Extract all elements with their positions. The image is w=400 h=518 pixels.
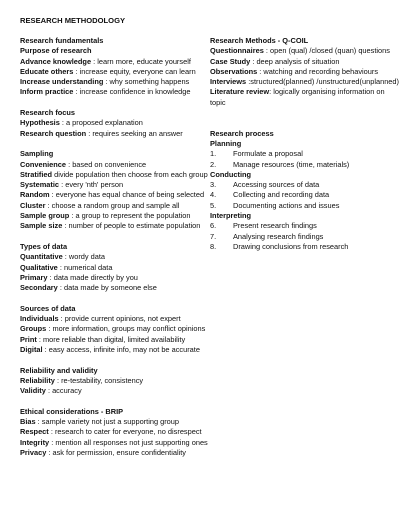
step-text: Formulate a proposal [233, 149, 303, 159]
item-sep: : [45, 386, 53, 396]
item-sep: : [86, 128, 93, 138]
document-title: RESEARCH METHODOLOGY [20, 16, 126, 25]
item-sep: : [46, 324, 53, 334]
process-step [210, 160, 393, 170]
list-item [20, 448, 210, 458]
item-text: easy access, infinite info, may not be accurate [48, 344, 200, 354]
step-number: 7. [210, 231, 217, 241]
list-item [20, 273, 210, 283]
item-text: accuracy [52, 386, 82, 396]
list-item [20, 263, 210, 273]
list-item [20, 211, 210, 221]
item-sep: : [54, 375, 62, 385]
phase-heading-conducting: Conducting [210, 169, 252, 179]
item-text: watching and recording behaviours [263, 66, 379, 76]
item-sep: : [66, 159, 73, 169]
list-item [20, 201, 210, 211]
list-item [20, 376, 210, 386]
list-item [20, 438, 210, 448]
item-text: mention all responses not just supporting ones [55, 437, 208, 447]
list-item [210, 67, 393, 77]
item-sep: : [36, 334, 44, 344]
item-term: Observations [210, 66, 258, 76]
step-number: 5. [210, 200, 217, 210]
item-sep: : [58, 314, 65, 324]
item-term: Interviews [210, 77, 247, 87]
item-term: Primary [20, 272, 48, 282]
item-sep: : [47, 272, 54, 282]
item-sep: : [59, 180, 66, 190]
item-text: every 'nth' person [65, 180, 124, 190]
item-text: why something happens [109, 77, 190, 87]
section-heading: Research fundamentals [20, 36, 104, 45]
item-term: Integrity [20, 437, 50, 447]
item-term: Qualitative [20, 262, 58, 272]
section-research-process [210, 129, 393, 253]
item-term: Research question [20, 128, 87, 138]
section-research-fundamentals [20, 36, 210, 98]
item-term: Bias [20, 416, 36, 426]
section-research-focus [20, 108, 210, 139]
item-text: logically organising information on topic [210, 87, 385, 107]
item-sep: : [62, 252, 69, 262]
list-item [20, 46, 210, 56]
step-number: 4. [210, 190, 217, 200]
item-sep: : [246, 77, 251, 87]
item-text: deep analysis of situation [256, 56, 340, 66]
list-item [20, 118, 210, 128]
item-text: structured(planned) /unstructured(unplanned) [250, 77, 399, 87]
item-term: Increase understanding [20, 77, 104, 87]
item-text: increase equity, everyone can learn [79, 66, 196, 76]
step-number: 3. [210, 180, 217, 190]
step-text: Collecting and recording data [233, 190, 330, 200]
step-text: Present research findings [233, 221, 317, 231]
item-term: Respect [20, 427, 49, 437]
list-item [210, 46, 393, 56]
item-text: more reliable than digital, limited availability [43, 334, 186, 344]
section-heading: Ethical considerations - BRIP [20, 406, 124, 416]
section-research-methods [210, 36, 399, 108]
item-term: Purpose of research [20, 46, 92, 56]
item-term: Validity [20, 386, 46, 396]
item-text: a proposed explanation [66, 118, 143, 128]
step-number: 8. [210, 241, 217, 251]
item-sep: : [62, 221, 69, 231]
item-text: sample variety not just a supporting group [41, 416, 180, 426]
item-sep: : [35, 416, 42, 426]
process-step [210, 242, 393, 252]
item-sep: : [59, 118, 67, 128]
item-term: Sample group [20, 211, 70, 221]
item-sep: : [269, 87, 274, 97]
list-item [20, 335, 210, 345]
section-heading: Sampling [20, 149, 54, 159]
item-text: wordy data [68, 252, 106, 262]
item-term: Systematic [20, 180, 60, 190]
list-item [210, 77, 399, 87]
item-text: everyone has equal chance of being selected [55, 190, 205, 200]
list-item [20, 190, 210, 200]
section-reliability-validity [20, 366, 210, 397]
item-text: number of people to estimate population [68, 221, 201, 231]
item-sep: : [263, 46, 270, 56]
item-text: open (qual) /closed (quan) questions [269, 46, 390, 56]
step-text: Analysing research findings [233, 231, 324, 241]
right-column [210, 36, 399, 263]
list-item [20, 67, 210, 77]
item-sep: : [42, 344, 49, 354]
process-step [210, 221, 393, 231]
step-number: 1. [210, 149, 217, 159]
item-term: Literature review [210, 87, 270, 97]
item-sep: : [57, 262, 64, 272]
item-sep: : [48, 427, 55, 437]
process-step [210, 190, 393, 200]
item-text: provide current opinions, not expert [64, 314, 181, 324]
item-sep: : [46, 447, 53, 457]
item-text: a group to represent the population [75, 211, 191, 221]
item-text: choose a random group and sample all [51, 200, 180, 210]
item-term: Inform practice [20, 87, 74, 97]
phase-heading-planning: Planning [210, 138, 242, 148]
item-text: data made directly by you [53, 272, 138, 282]
list-item [20, 314, 210, 324]
list-item [20, 386, 210, 396]
item-text: learn more, educate yourself [97, 56, 191, 66]
item-sep: : [57, 283, 64, 293]
item-term: Groups [20, 324, 47, 334]
process-step [210, 149, 393, 159]
list-item [20, 283, 210, 293]
section-heading: Sources of data [20, 303, 76, 313]
process-step [210, 201, 393, 211]
list-item [210, 87, 393, 108]
process-step [210, 232, 393, 242]
list-item [20, 57, 210, 67]
item-term: Reliability [20, 375, 55, 385]
phase-heading-interpreting: Interpreting [210, 211, 252, 221]
section-heading: Types of data [20, 241, 68, 251]
item-sep: : [49, 437, 56, 447]
list-item [20, 324, 210, 334]
item-term: Hypothesis [20, 118, 60, 128]
step-text: Drawing conclusions from research [233, 241, 349, 251]
item-term: Sample size [20, 221, 63, 231]
list-item [210, 57, 393, 67]
item-term: Case Study [210, 56, 251, 66]
item-sep: : [73, 87, 80, 97]
step-text: Manage resources (time, materials) [233, 159, 350, 169]
list-item [20, 345, 210, 355]
item-sep: : [257, 66, 264, 76]
item-term: Privacy [20, 447, 47, 457]
list-item [20, 129, 210, 139]
section-sampling [20, 149, 210, 231]
section-sources-of-data [20, 304, 210, 355]
item-text: re-testability, consistency [61, 375, 144, 385]
list-item [20, 252, 210, 262]
step-text: Accessing sources of data [233, 180, 320, 190]
item-term: Stratified [20, 169, 53, 179]
item-sep: : [91, 56, 98, 66]
list-item [20, 180, 210, 190]
step-text: Documenting actions and issues [233, 200, 340, 210]
item-text: research to cater for everyone, no disrespect [54, 427, 202, 437]
item-term: Quantitative [20, 252, 63, 262]
item-term: Convenience [20, 159, 67, 169]
item-term: Educate others [20, 66, 74, 76]
list-item [20, 170, 210, 180]
left-column [20, 36, 210, 468]
item-text: ask for permission, ensure confidentiality [52, 447, 186, 457]
item-term: Secondary [20, 283, 58, 293]
item-term: Digital [20, 344, 43, 354]
item-text: numerical data [63, 262, 113, 272]
section-heading: Research process [210, 128, 274, 138]
list-item [20, 77, 210, 87]
item-term: Print [20, 334, 37, 344]
item-term: Random [20, 190, 50, 200]
item-term: Advance knowledge [20, 56, 92, 66]
list-item [20, 221, 210, 231]
item-sep: : [45, 200, 52, 210]
section-heading: Research focus [20, 108, 76, 118]
item-sep: : [250, 56, 257, 66]
item-sep: : [103, 77, 110, 87]
section-ethical-considerations [20, 407, 210, 458]
list-item [20, 160, 210, 170]
process-step [210, 180, 393, 190]
section-heading: Research Methods - Q-COIL [210, 36, 309, 45]
item-sep: : [49, 190, 56, 200]
step-number: 6. [210, 221, 217, 231]
list-item [20, 417, 210, 427]
section-types-of-data [20, 242, 210, 293]
item-term: Cluster [20, 200, 46, 210]
list-item [20, 87, 210, 97]
item-text: divide population then choose from each group [54, 169, 208, 179]
item-text: more information, groups may conflict opinions [52, 324, 206, 334]
item-text: increase confidence in knowledge [79, 87, 191, 97]
step-number: 2. [210, 159, 217, 169]
item-text: requires seeking an answer [92, 128, 183, 138]
item-sep: : [69, 211, 76, 221]
item-text: based on convenience [72, 159, 147, 169]
item-text: data made by someone else [63, 283, 157, 293]
item-term: Questionnaires [210, 46, 264, 56]
item-term: Individuals [20, 314, 59, 324]
section-heading: Reliability and validity [20, 365, 98, 375]
list-item [20, 427, 210, 437]
item-sep: : [73, 66, 80, 76]
